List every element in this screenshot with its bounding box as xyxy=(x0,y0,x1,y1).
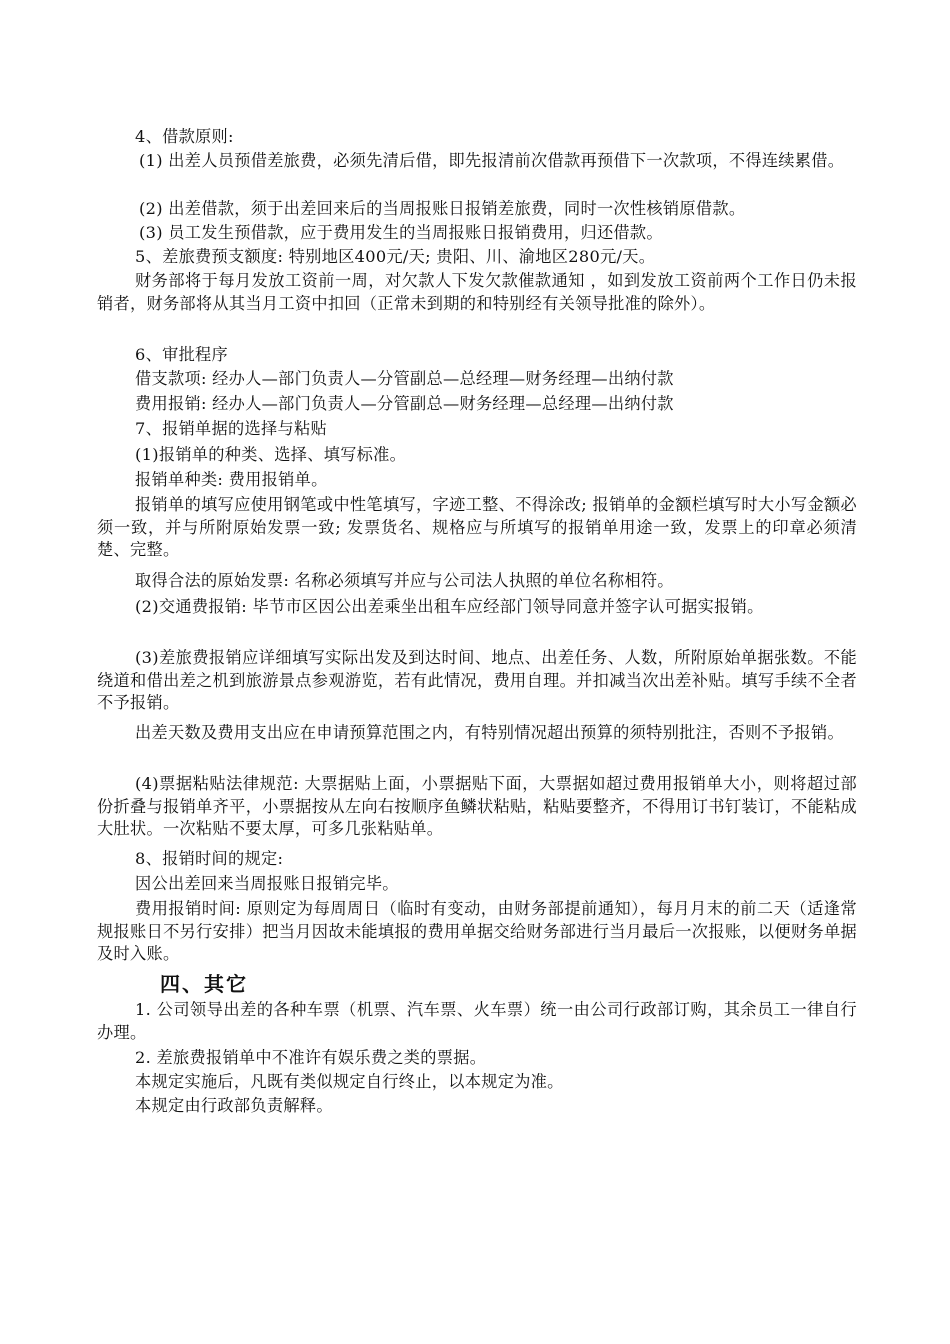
paragraph: 报销单种类: 费用报销单。 xyxy=(135,470,328,489)
paragraph: (3)差旅费报销应详细填写实际出发及到达时间、地点、出差任务、人数，所附原始单据张数。不能绕道和借出差之机到旅游景点参观游览，若有此情况，费用自理。并扣减当次出差补贴。填写手续不全者不予报销。 xyxy=(97,648,857,712)
paragraph: 2. 差旅费报销单中不准许有娱乐费之类的票据。 xyxy=(135,1048,487,1067)
paragraph: 5、差旅费预支额度: 特别地区400元/天; 贵阳、川、渝地区280元/天。 xyxy=(135,247,656,266)
paragraph: 7、报销单据的选择与粘贴 xyxy=(135,419,327,438)
paragraph: 本规定由行政部负责解释。 xyxy=(135,1096,333,1115)
paragraph: 6、审批程序 xyxy=(135,345,229,364)
paragraph: 本规定实施后，凡既有类似规定自行终止，以本规定为准。 xyxy=(135,1072,564,1091)
paragraph: 1. 公司领导出差的各种车票（机票、汽车票、火车票）统一由公司行政部订购，其余员工一律自行办理。 xyxy=(97,1000,857,1042)
paragraph: (2)交通费报销: 毕节市区因公出差乘坐出租车应经部门领导同意并签字认可据实报销。 xyxy=(135,597,764,616)
paragraph: 借支款项: 经办人—部门负责人—分管副总—总经理—财务经理—出纳付款 xyxy=(135,369,674,388)
paragraph: (4)票据粘贴法律规范: 大票据贴上面，小票据贴下面，大票据如超过费用报销单大小，则将超过部份折叠与报销单齐平，小票据按从左向右按顺序鱼鳞状粘贴，粘贴要整齐，不得用订书钉装订，不能粘成大肚状。一次粘贴不要太厚，可多几张粘贴单。 xyxy=(97,774,857,838)
paragraph: 4、借款原则: xyxy=(135,127,234,146)
paragraph: 报销单的填写应使用钢笔或中性笔填写，字迹工整、不得涂改; 报销单的金额栏填写时大小写金额必须一致，并与所附原始发票一致; 发票货名、规格应与所填写的报销单用途一致，发票上的印章必须清楚、完整。 xyxy=(97,495,857,559)
paragraph: 费用报销时间: 原则定为每周周日（临时有变动，由财务部提前通知），每月月末的前二天（适逢常规报账日不另行安排）把当月因故未能填报的费用单据交给财务部进行当月最后一次报账，以便财务单据及时入账。 xyxy=(97,899,857,963)
paragraph: (1)报销单的种类、选择、填写标准。 xyxy=(135,445,407,464)
paragraph: 因公出差回来当周报账日报销完毕。 xyxy=(135,874,399,893)
paragraph: 财务部将于每月发放工资前一周，对欠款人下发欠款催款通知 ，如到发放工资前两个工作日仍未报销者，财务部将从其当月工资中扣回（正常未到期的和特别经有关领导批准的除外）。 xyxy=(97,271,857,313)
paragraph: (2) 出差借款，须于出差回来后的当周报账日报销差旅费，同时一次性核销原借款。 xyxy=(139,199,746,218)
paragraph: (3) 员工发生预借款，应于费用发生的当周报账日报销费用，归还借款。 xyxy=(139,223,663,242)
paragraph: 费用报销: 经办人—部门负责人—分管副总—财务经理—总经理—出纳付款 xyxy=(135,394,674,413)
paragraph: (1) 出差人员预借差旅费，必须先清后借，即先报清前次借款再预借下一次款项，不得连续累借。 xyxy=(139,151,845,170)
paragraph: 8、报销时间的规定: xyxy=(135,849,284,868)
paragraph: 取得合法的原始发票: 名称必须填写并应与公司法人执照的单位名称相符。 xyxy=(135,571,674,590)
section-heading: 四、其它 xyxy=(160,972,248,996)
paragraph: 出差天数及费用支出应在申请预算范围之内，有特别情况超出预算的须特别批注，否则不予报销。 xyxy=(135,723,844,742)
